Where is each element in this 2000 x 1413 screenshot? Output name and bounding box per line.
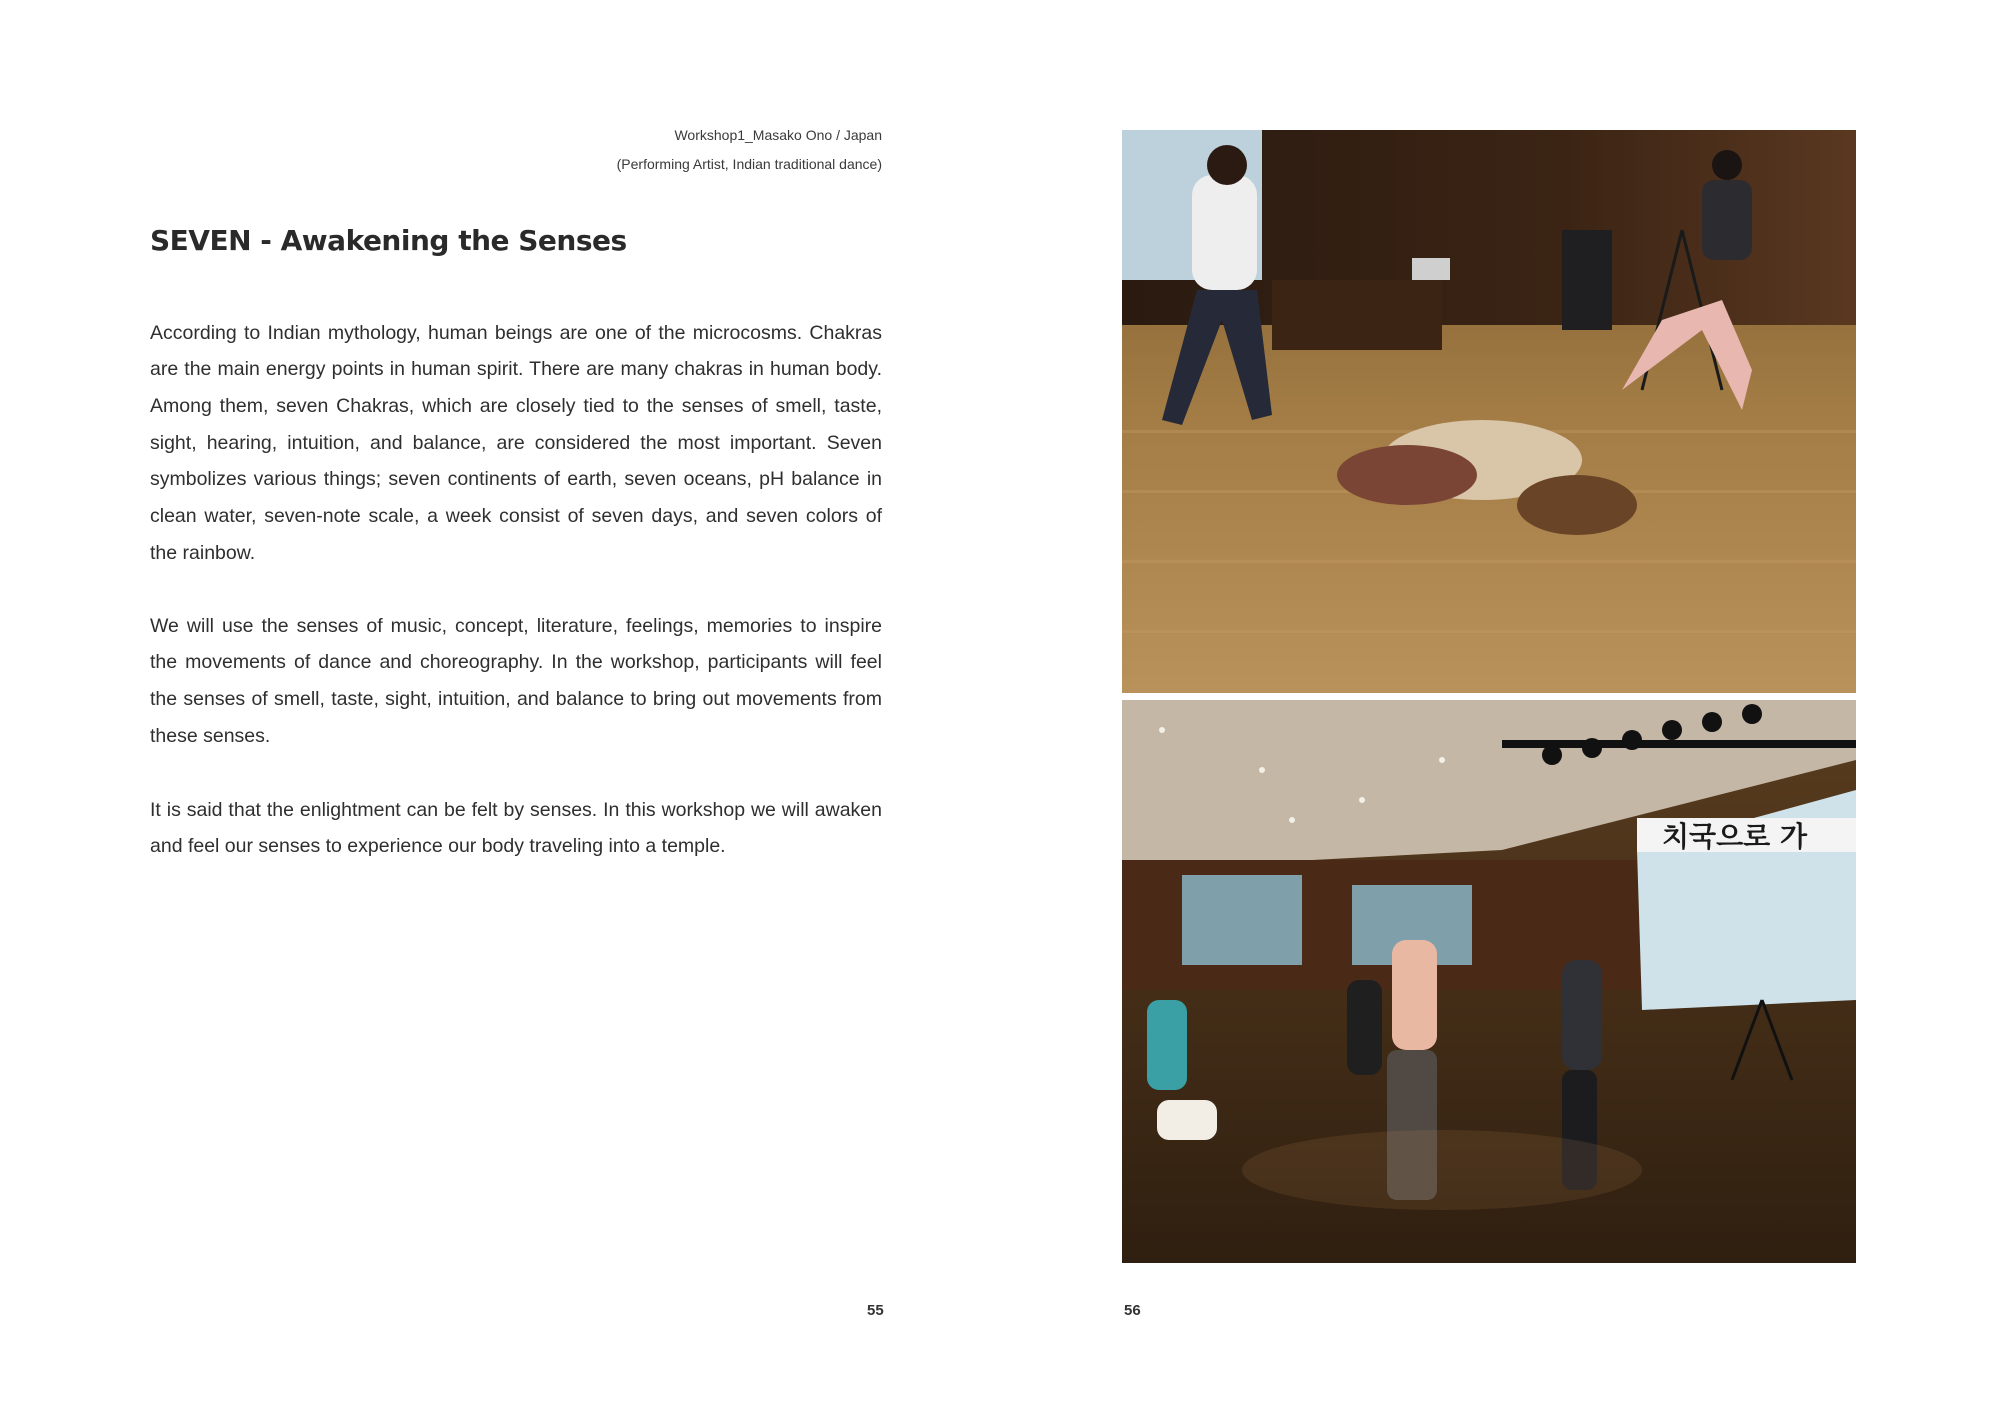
page-title: SEVEN - Awakening the Senses bbox=[150, 224, 627, 257]
banner-text: 치국으로 가 bbox=[1662, 820, 1807, 853]
paragraph-senses: We will use the senses of music, concept, literature, feelings, memories to inspire the movements of dance and choreography. In the workshop, participants will feel the senses of smell, taste, sight, intuition, and balance to bring out movements from these senses. bbox=[150, 614, 882, 747]
workshop-photo-group-movement bbox=[1122, 700, 1856, 1263]
right-page bbox=[1000, 0, 2000, 1413]
paragraph-mythology: According to Indian mythology, human beings are one of the microcosms. Chakras are the main energy points in human spirit. There are many chakras in human body. Among them, seven Chakras, which are closely tied to the senses of smell, taste, sight, hearing, intuition, and balance, are considered the most important. Seven symbolizes various things; seven continents of earth, seven oceans, pH balance in clean water, seven-note scale, a week consist of seven days, and seven colors of the rainbow. bbox=[150, 321, 882, 564]
artist-description: (Performing Artist, Indian traditional dance) bbox=[616, 156, 882, 172]
page-number-right: 56 bbox=[1124, 1302, 1141, 1319]
paragraph-enlightenment: It is said that the enlightment can be felt by senses. In this workshop we will awaken and feel our senses to experience our body traveling into a temple. bbox=[150, 798, 882, 858]
page-number-left: 55 bbox=[867, 1302, 884, 1319]
workshop-credit: Workshop1_Masako Ono / Japan bbox=[674, 127, 882, 143]
workshop-photo-floor-dance bbox=[1122, 130, 1856, 693]
